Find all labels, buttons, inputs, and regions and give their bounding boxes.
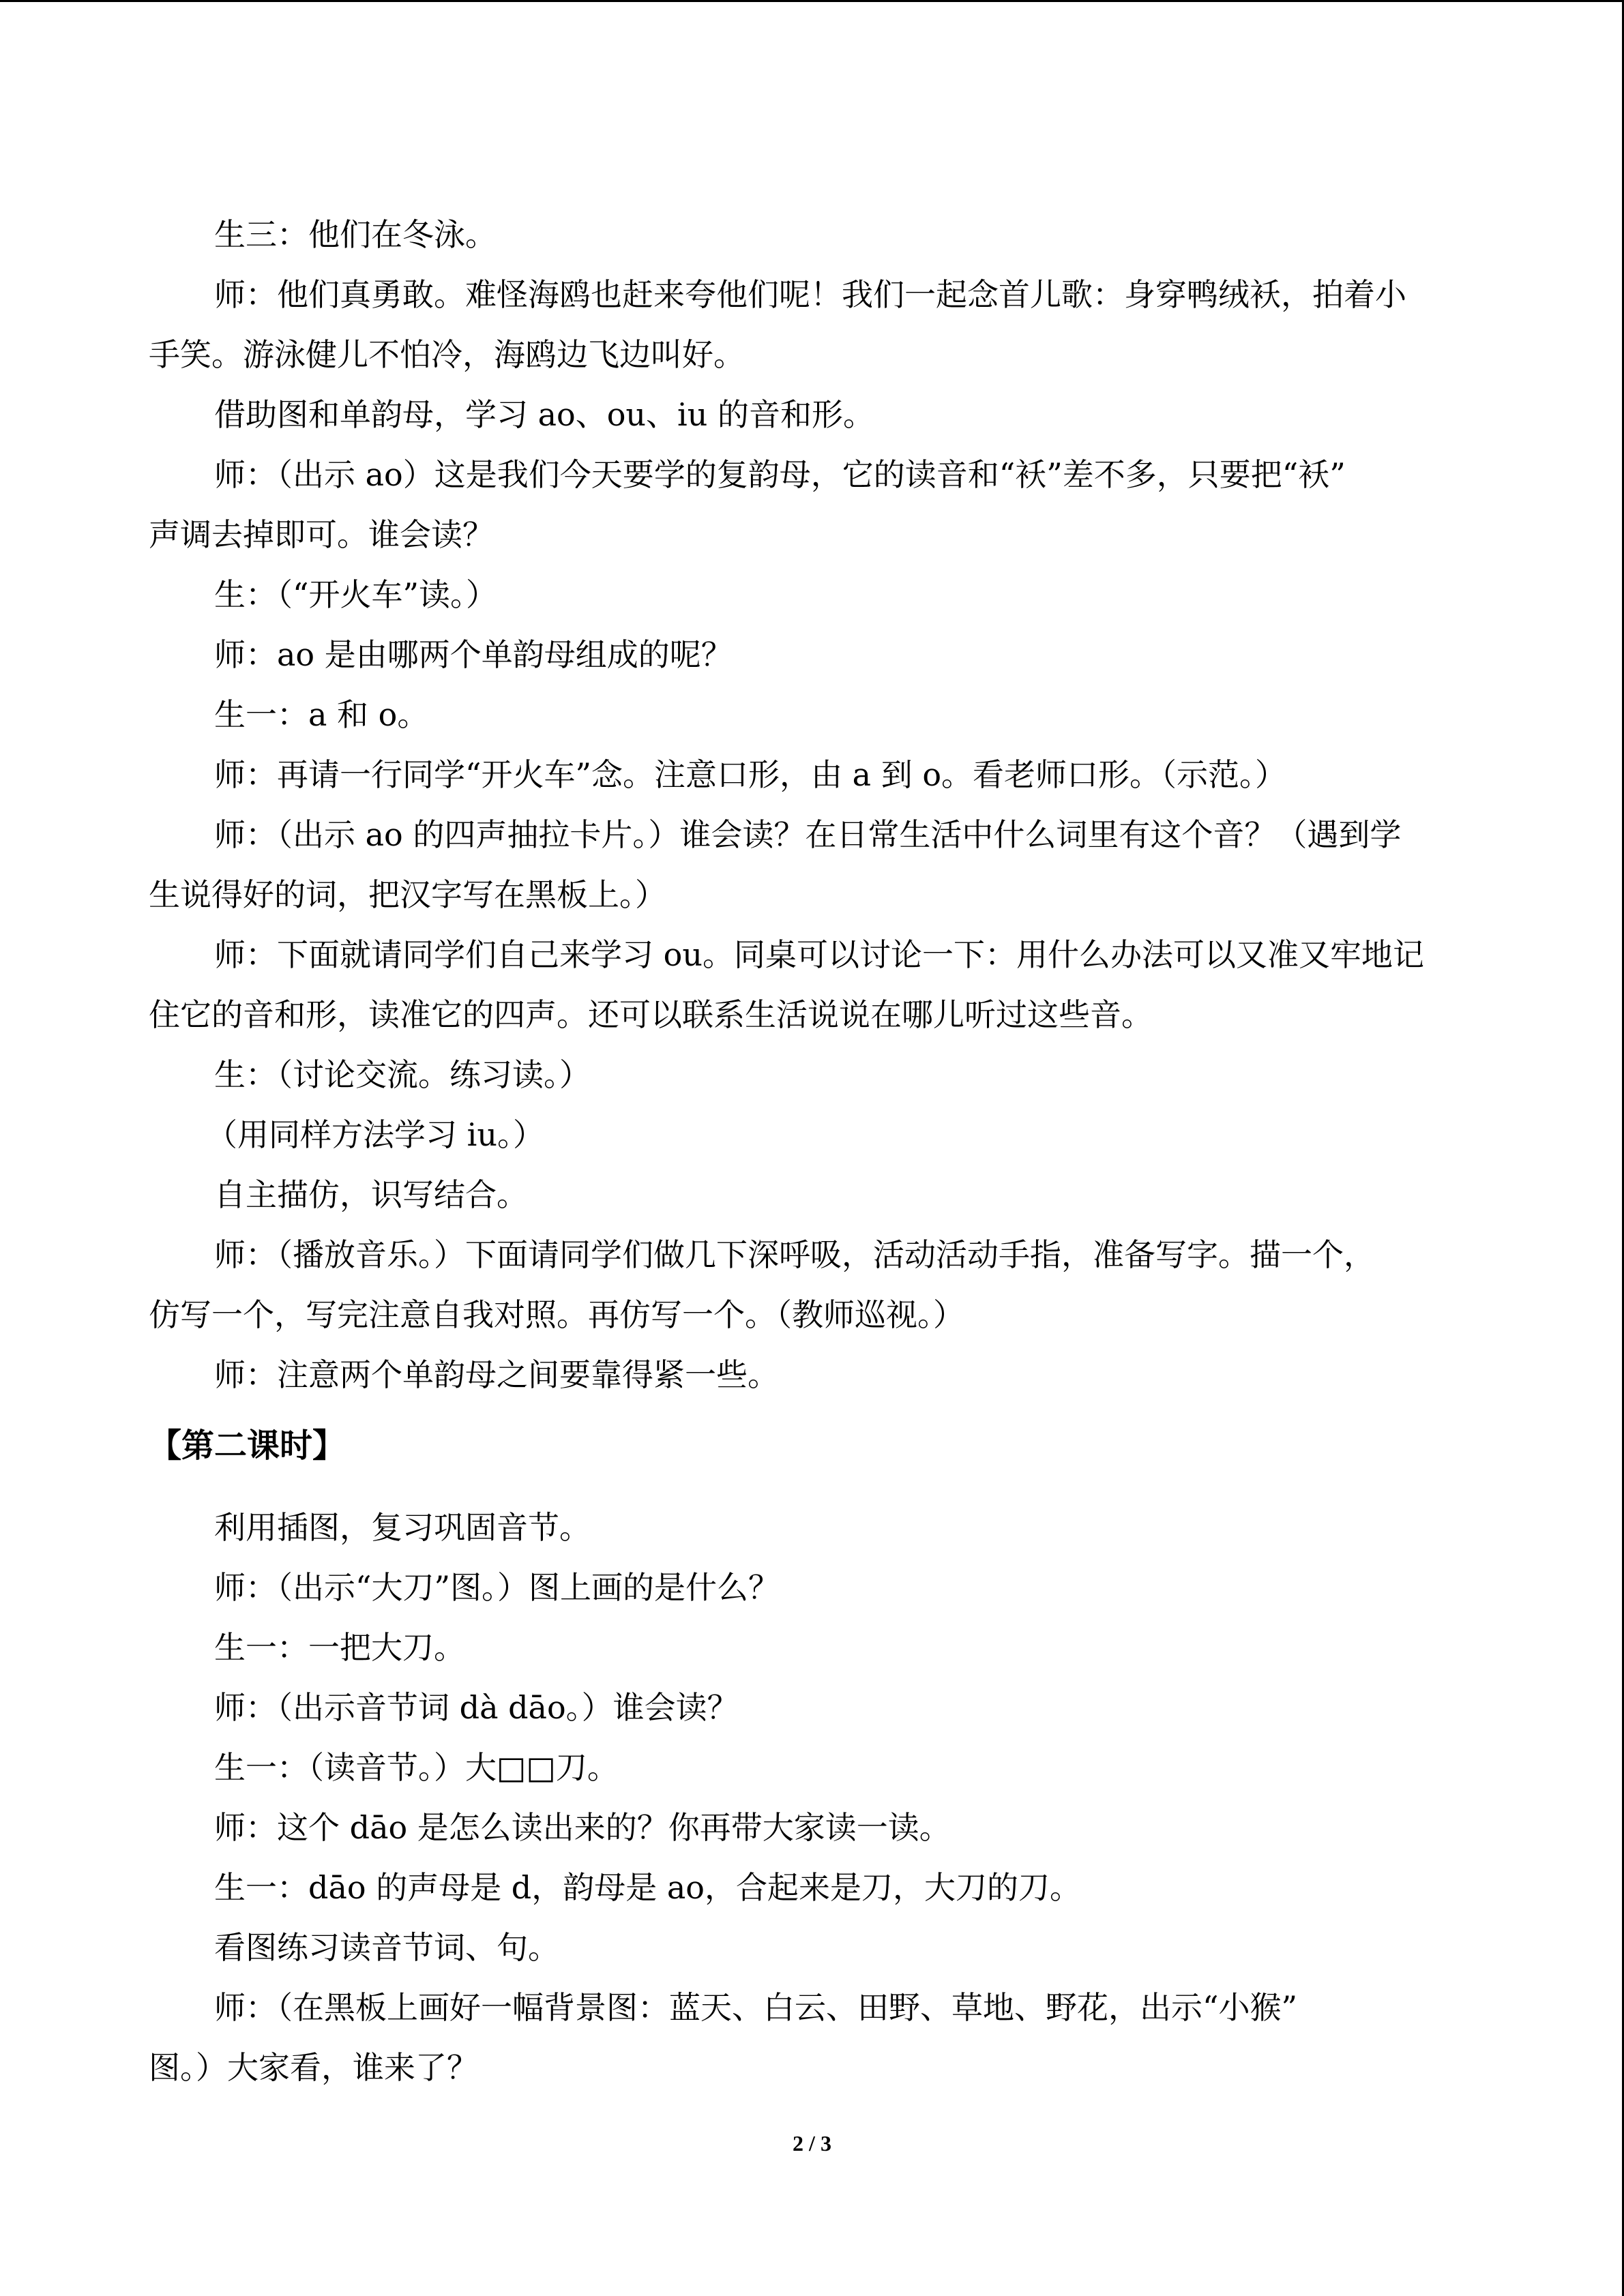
text-line: 生说得好的词，把汉字写在黑板上。） xyxy=(149,876,666,913)
text-line: 自主描仿，识写结合。 xyxy=(214,1176,528,1213)
text-line: 师：（播放音乐。）下面请同学们做几下深呼吸，活动活动手指，准备写字。描一个， xyxy=(214,1236,1375,1273)
text-line: 生三：他们在冬泳。 xyxy=(214,216,497,253)
page-border-top xyxy=(0,0,1624,2)
text-line: 生一：dāo 的声母是 d，韵母是 ao，合起来是刀，大刀的刀。 xyxy=(214,1869,1081,1906)
text-line: 生一：（读音节。）大□□刀。 xyxy=(214,1749,619,1786)
text-line: 利用插图，复习巩固音节。 xyxy=(214,1509,591,1546)
document-body xyxy=(149,205,1472,2098)
text-line: 生一：a 和 o。 xyxy=(214,696,429,733)
first-lesson-section xyxy=(149,205,1472,1405)
second-lesson-section xyxy=(149,1497,1472,2098)
text-line: 师：注意两个单韵母之间要靠得紧一些。 xyxy=(214,1356,779,1393)
text-line: 住它的音和形，读准它的四声。还可以联系生活说说在哪儿听过这些音。 xyxy=(149,996,1153,1033)
text-line: 师：（出示音节词 dà dāo。）谁会读？ xyxy=(214,1689,739,1726)
text-line: 看图练习读音节词、句。 xyxy=(214,1929,559,1966)
text-line: 手笑。游泳健儿不怕冷，海鸥边飞边叫好。 xyxy=(149,336,745,373)
page-number: 2 / 3 xyxy=(793,2131,831,2156)
text-line: 师：再请一行同学“开火车”念。注意口形，由 a 到 o。看老师口形。（示范。） xyxy=(214,756,1287,793)
text-line: 师：ao 是由哪两个单韵母组成的呢？ xyxy=(214,636,733,673)
section-heading: 【第二课时】 xyxy=(149,1427,346,1465)
text-line: 图。）大家看，谁来了？ xyxy=(149,2049,478,2086)
text-line: 生：（讨论交流。练习读。） xyxy=(214,1056,591,1093)
text-line: 师：这个 dāo 是怎么读出来的？你再带大家读一读。 xyxy=(214,1809,951,1846)
text-line: 仿写一个，写完注意自我对照。再仿写一个。（教师巡视。） xyxy=(149,1296,964,1333)
text-line: 借助图和单韵母，学习 ao、ou、iu 的音和形。 xyxy=(214,396,875,433)
text-line: 师：（在黑板上画好一幅背景图：蓝天、白云、田野、草地、野花，出示“小猴” xyxy=(214,1989,1298,2026)
text-line: 声调去掉即可。谁会读？ xyxy=(149,516,494,553)
text-line: 师：（出示“大刀”图。）图上画的是什么？ xyxy=(214,1569,780,1606)
text-line: 师：下面就请同学们自己来学习 ou。同桌可以讨论一下：用什么办法可以又准又牢地记 xyxy=(214,936,1424,973)
text-line: 生：（“开火车”读。） xyxy=(214,576,498,613)
text-line: （用同样方法学习 iu。） xyxy=(206,1116,544,1153)
text-line: 生一：一把大刀。 xyxy=(214,1629,465,1666)
text-line: 师：（出示 ao 的四声抽拉卡片。）谁会读？在日常生活中什么词里有这个音？（遇到学 xyxy=(214,816,1402,853)
text-line: 师：（出示 ao）这是我们今天要学的复韵母，它的读音和“袄”差不多，只要把“袄” xyxy=(214,456,1346,493)
text-line: 师：他们真勇敢。难怪海鸥也赶来夸他们呢！我们一起念首儿歌：身穿鸭绒袄，拍着小 xyxy=(214,276,1406,313)
